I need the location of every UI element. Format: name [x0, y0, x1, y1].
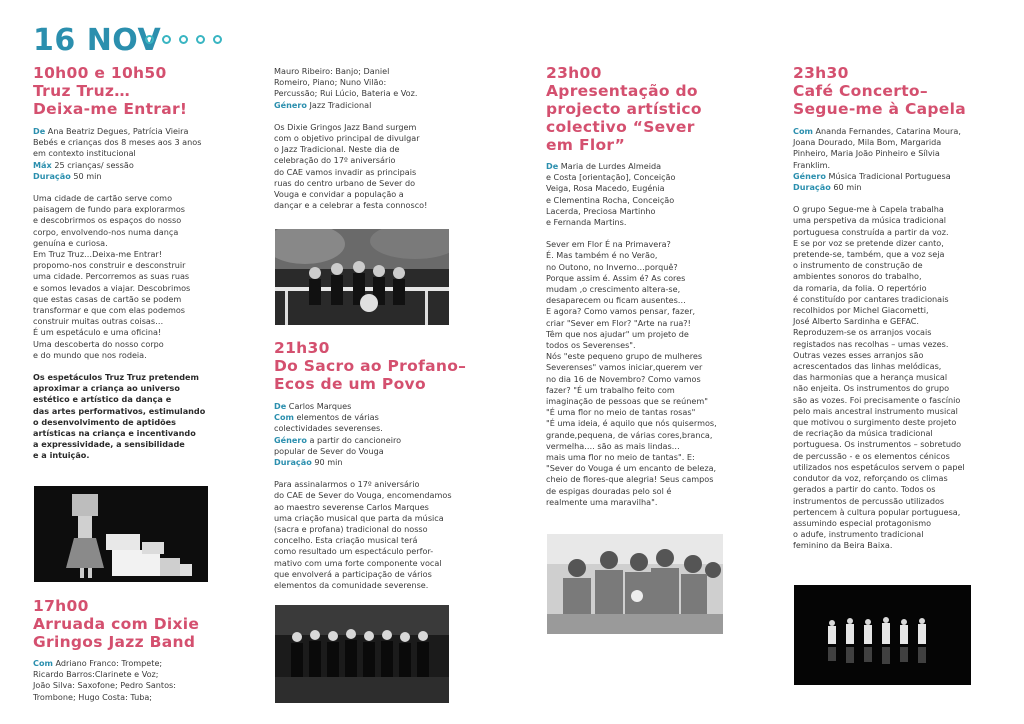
text-line: uma criação musical que parta da música	[274, 512, 444, 523]
text-line: que estas casas de cartão se podem	[33, 293, 182, 304]
genre-label: Género	[274, 99, 307, 110]
text-line: artísticas na criança e incentivando	[33, 428, 196, 439]
event-time: 23h30	[793, 64, 849, 82]
credit-line	[546, 206, 736, 217]
text-line: utilizados nos espetáculos servem o papel	[793, 461, 965, 472]
credit-text: colectividades severenses.	[274, 423, 383, 434]
credit-label: Género	[793, 170, 826, 181]
text-line: Para assinalarmos o 17º aniversário	[274, 479, 420, 490]
credit-label: Duração	[274, 457, 312, 468]
text-line: E agora? Como vamos pensar, fazer,	[546, 306, 696, 317]
credit-text: Maria de Lurdes Almeida	[558, 161, 662, 171]
text-line: instrumentos de percussão utilizados	[793, 495, 945, 506]
genre-value: Jazz Tradicional	[306, 99, 372, 110]
event-credits	[546, 161, 736, 228]
text-line: José Alberto Sardinha e GEFAC.	[793, 316, 919, 327]
text-line: condutor da voz, reforçando os climas	[793, 473, 948, 484]
text-line: o instrumento de construção de	[793, 260, 923, 271]
photo-jazz-band	[275, 229, 449, 325]
text-line: da romaria, da folia. O repertório	[793, 282, 927, 293]
text-line: como resultado um espectáculo perfor-	[274, 546, 434, 557]
text-line: cheio de flores-que alegria! Seus campos	[546, 474, 714, 485]
text-line: que motivou o surgimento deste projeto	[793, 417, 957, 428]
text-line: mudam ,o crescimento altera-se,	[546, 284, 681, 295]
event-highlight-text	[33, 372, 243, 462]
column-1-second-event	[33, 597, 243, 703]
text-line: no dia 16 de Novembro? Como vamos	[546, 373, 701, 384]
event-title-line: Segue-me à Capela	[793, 100, 966, 118]
text-line: recolhidos por Michel Giacometti,	[793, 305, 929, 316]
text-line: fazer? "É um trabalho feito com	[546, 384, 675, 395]
text-line: portuguesa construída a partir da voz.	[793, 226, 949, 237]
column-3	[546, 64, 736, 508]
event-credits	[274, 401, 494, 468]
credit-line	[274, 412, 494, 423]
text-line: e a intuição.	[33, 450, 90, 461]
text-line: Os Dixie Gringos Jazz Band surgem	[274, 121, 417, 132]
text-line: celebração do 17º aniversário	[274, 155, 396, 166]
text-line: das artes performativos, estimulando	[33, 405, 206, 416]
text-line: ambientes sonoros do trabalho,	[793, 271, 922, 282]
credit-text: e Clementina Rocha, Conceição	[546, 194, 675, 205]
text-line: do CAE de Sever do Vouga, encomendamos	[274, 490, 452, 501]
text-line: realmente uma maravilha".	[546, 496, 658, 507]
credit-line	[274, 401, 494, 412]
text-line: mais uma flor no meio de tantas". E:	[546, 452, 695, 463]
text-line: grande,pequena, de várias cores,branca,	[546, 429, 713, 440]
credit-text: Lacerda, Preciosa Martinho	[546, 205, 656, 216]
credit-label: Género	[274, 434, 307, 445]
text-line: portuguesa. Os instrumentos – sobretudo	[793, 439, 962, 450]
credit-line	[546, 183, 736, 194]
credit-line	[546, 217, 736, 228]
text-line: É. Mas também é no Verão,	[546, 250, 658, 261]
credit-text: e Costa [orientação], Conceição	[546, 172, 676, 183]
credit-text: elementos de várias	[293, 412, 379, 423]
text-line: de percussão - e os elementos cénicos	[793, 450, 950, 461]
text-line: o desenvolvimento de aptidões	[33, 416, 176, 427]
text-line: paisagem de fundo para explorarmos	[33, 204, 186, 215]
photo-choir-group	[275, 605, 449, 703]
event-title-line: colectivo “Sever	[546, 118, 695, 136]
text-line: do CAE vamos invadir as principais	[274, 166, 417, 177]
credit-line	[33, 680, 243, 691]
credit-text: popular de Sever do Vouga	[274, 445, 384, 456]
event-credits	[793, 126, 1003, 193]
credit-text: João Silva: Saxofone; Pedro Santos:	[33, 680, 176, 691]
text-line: e do mundo que nos rodeia.	[33, 349, 147, 360]
text-line: é constituído por cantares tradicionais	[793, 293, 949, 304]
credit-text: a partir do cancioneiro	[306, 434, 402, 445]
text-line: (sacra e profana) tradicional do nosso	[274, 524, 428, 535]
event-time: 17h00	[33, 597, 89, 615]
credit-label: De	[33, 126, 46, 136]
event-title-line: Arruada com Dixie	[33, 615, 200, 633]
credit-text: Bebés e crianças dos 8 meses aos 3 anos	[33, 137, 202, 148]
credit-line	[793, 182, 1003, 193]
credit-line	[546, 195, 736, 206]
credit-line	[274, 423, 494, 434]
event-time: 23h00	[546, 64, 602, 82]
credit-text: 90 min	[311, 457, 343, 468]
text-line: ruas do centro urbano de Sever do	[274, 177, 416, 188]
event-description	[546, 239, 736, 508]
text-line: Vouga e convidar a população a	[274, 189, 404, 200]
credit-line	[274, 457, 494, 468]
event-time: 21h30	[274, 339, 330, 357]
credit-text: Ana Beatriz Degues, Patrícia Vieira	[45, 126, 189, 136]
column-2	[274, 66, 494, 211]
text-line: transformar e que com elas podemos	[33, 305, 186, 316]
credit-text: Ananda Fernandes, Catarina Moura,	[812, 126, 961, 136]
credit-line	[33, 160, 243, 171]
text-line: e descobrirmos os espaços do nosso	[33, 215, 182, 226]
text-line: criar "Sever em Flor? "Arte na rua?!	[546, 317, 691, 328]
text-line: das harmonias que a herança musical	[793, 372, 948, 383]
text-line: e somos levados a viajar. Descobrimos	[33, 282, 191, 293]
text-line: Reproduzem-se os arranjos vocais	[793, 327, 932, 338]
credit-line	[33, 148, 243, 159]
credit-label: De	[274, 401, 287, 411]
event-title-line: Café Concerto–	[793, 82, 928, 100]
column-1	[33, 64, 243, 462]
event-description	[33, 193, 243, 361]
text-line: todos os Severenses".	[546, 340, 636, 351]
text-line: de recriação da música tradicional	[793, 428, 933, 439]
text-line: pretende-se, também, que a voz seja	[793, 249, 945, 260]
text-line: Em Truz Truz…Deixa-me Entrar!	[33, 249, 163, 260]
text-line: Uma cidade de cartão serve como	[33, 193, 173, 204]
text-line: não enjeita. Os instrumentos do grupo	[793, 383, 950, 394]
credit-text: Joana Dourado, Mila Bom, Margarida	[793, 137, 942, 148]
text-line: O grupo Segue-me à Capela trabalha	[793, 204, 944, 215]
text-line: ao maestro severense Carlos Marques	[274, 501, 429, 512]
photo-singers-stage	[794, 585, 971, 685]
credit-line	[793, 148, 1003, 159]
credit-text: Veiga, Rosa Macedo, Eugénia	[546, 183, 665, 194]
credit-text: 25 crianças/ sessão	[51, 159, 134, 170]
credit-text: Música Tradicional Portuguesa	[825, 170, 951, 181]
credit-line	[274, 446, 494, 457]
credit-line	[33, 171, 243, 182]
text-line: desaparecem ou ficam ausentes…	[546, 295, 686, 306]
text-line: uma cidade. Percorremos as suas ruas	[33, 271, 190, 282]
text-line: pelo mais ancestral instrumento musical	[793, 405, 958, 416]
event-title-line: Gringos Jazz Band	[33, 633, 196, 651]
event-title-line: Do Sacro ao Profano–	[274, 357, 467, 375]
credit-line	[33, 669, 243, 680]
text-line: Sever em Flor É na Primavera?	[546, 239, 671, 250]
text-line: Têm que nos ajudar" um projeto de	[546, 328, 689, 339]
credit-text: Ricardo Barros:Clarinete e Voz;	[33, 669, 159, 680]
credit-line	[793, 171, 1003, 182]
event-credits	[33, 126, 243, 182]
credit-line	[793, 137, 1003, 148]
credit-line	[33, 658, 243, 669]
text-line: Outras vezes esses arranjos são	[793, 349, 924, 360]
text-line: Mauro Ribeiro: Banjo; Daniel	[274, 66, 390, 76]
text-line: Romeiro, Piano; Nuno Vilão:	[274, 77, 387, 88]
text-line: genuína e curiosa.	[33, 237, 108, 248]
text-line: uma perspetiva da música tradicional	[793, 215, 947, 226]
text-line: "É uma ideia, é aquilo que nós quisermos,	[546, 418, 717, 429]
photo-women-group	[547, 534, 723, 634]
text-line: Porque assim é. Assim é? As cores	[546, 272, 686, 283]
event-title-line: Truz Truz…	[33, 82, 131, 100]
credit-label: Máx	[33, 159, 52, 170]
credit-label: Duração	[33, 170, 71, 181]
band-members	[274, 66, 494, 100]
text-line: construir muitas outras coisas…	[33, 316, 164, 327]
credit-line	[33, 126, 243, 137]
credit-text: e Fernanda Martins.	[546, 217, 627, 228]
text-line: "Sever do Vouga é um encanto de beleza,	[546, 463, 717, 474]
credit-text: em contexto institucional	[33, 148, 136, 159]
text-line: "É uma flor no meio de tantas rosas"	[546, 407, 696, 418]
credit-text: Adriano Franco: Trompete;	[52, 658, 163, 668]
text-line: mativo com uma forte componente vocal	[274, 557, 442, 568]
text-line: que envolverá a participação de vários	[274, 568, 432, 579]
credit-text: Carlos Marques	[286, 401, 352, 411]
text-line: Severenses" vamos iniciar,querem ver	[546, 362, 703, 373]
text-line: Percussão; Rui Lúcio, Bateria e Voz.	[274, 88, 418, 99]
text-line: corpo, envolvendo-nos numa dança	[33, 226, 179, 237]
credit-text: Pinheiro, Maria João Pinheiro e Sílvia	[793, 148, 940, 159]
event-description	[274, 122, 494, 212]
credit-line	[546, 161, 736, 172]
circle-icon	[162, 35, 171, 44]
text-line: o Jazz Tradicional. Neste dia de	[274, 144, 400, 155]
event-title-line: Apresentação do	[546, 82, 698, 100]
text-line: são as vozes. Foi precisamente o fascínio	[793, 394, 961, 405]
page-date-heading: 16 NOV	[33, 23, 162, 58]
text-line: imaginação de pessoas que se reúnem"	[546, 396, 709, 407]
event-title-line: em Flor”	[546, 136, 626, 154]
text-line: aproximar a criança ao universo	[33, 383, 180, 394]
text-line: acrescentados das linhas melódicas,	[793, 361, 942, 372]
text-line: Uma descoberta do nosso corpo	[33, 338, 164, 349]
text-line: concelho. Esta criação musical terá	[274, 535, 418, 546]
text-line: com o objetivo principal de divulgar	[274, 133, 420, 144]
text-line: de espigas douradas pelo sol é	[546, 485, 672, 496]
circle-icon	[145, 35, 154, 44]
credit-text: Trombone; Hugo Costa: Tuba;	[33, 691, 153, 702]
credit-label: De	[546, 161, 559, 171]
decorative-dots	[145, 35, 222, 44]
event-title-line: projecto artístico	[546, 100, 702, 118]
text-line: registados nas recolhas – umas vezes.	[793, 338, 949, 349]
text-line: É um espetáculo e uma oficina!	[33, 327, 162, 338]
credit-label: Com	[33, 658, 53, 668]
text-line: Nós "este pequeno grupo de mulheres	[546, 351, 703, 362]
text-line: estético e artístico da dança e	[33, 394, 172, 405]
event-description	[793, 204, 1003, 551]
event-title-line: Ecos de um Povo	[274, 375, 426, 393]
text-line: dançar e a celebrar a festa connosco!	[274, 200, 428, 211]
text-line: o adufe, instrumento tradicional	[793, 529, 924, 540]
credit-line	[793, 126, 1003, 137]
text-line: gerados a partir do canto. Todos os	[793, 484, 936, 495]
credit-text: 50 min	[70, 170, 102, 181]
credit-text: 60 min	[830, 182, 862, 193]
text-line: vermelha…. são as mais lindas…	[546, 440, 680, 451]
text-line: feminino da Beira Baixa.	[793, 540, 893, 551]
event-credits	[33, 658, 243, 703]
text-line: elementos da comunidade severense.	[274, 580, 429, 591]
credit-label: Duração	[793, 182, 831, 193]
photo-truz-truz-performance	[34, 486, 208, 582]
circle-icon	[196, 35, 205, 44]
text-line: assumindo especial protagonismo	[793, 517, 932, 528]
column-4	[793, 64, 1003, 552]
text-line: no Outono, no Inverno…porquê?	[546, 261, 678, 272]
credit-line	[793, 160, 1003, 171]
circle-icon	[213, 35, 222, 44]
event-time: 10h00 e 10h50	[33, 64, 167, 82]
credit-line	[33, 692, 243, 703]
event-title-line: Deixa-me Entrar!	[33, 100, 188, 118]
credit-line	[33, 137, 243, 148]
text-line: a expressividade, a sensibilidade	[33, 439, 185, 450]
text-line: E se por voz se pretende dizer canto,	[793, 237, 944, 248]
circle-icon	[179, 35, 188, 44]
text-line: pertencem à cultura popular portuguesa,	[793, 506, 961, 517]
text-line: propomo-nos construir e desconstruir	[33, 260, 186, 271]
credit-line	[546, 172, 736, 183]
text-line: Os espetáculos Truz Truz pretendem	[33, 372, 199, 383]
event-description	[274, 479, 494, 591]
credit-label: Com	[793, 126, 813, 136]
credit-label: Com	[274, 412, 294, 423]
column-2-second-event	[274, 339, 494, 591]
credit-line	[274, 435, 494, 446]
credit-text: Franklim.	[793, 159, 831, 170]
